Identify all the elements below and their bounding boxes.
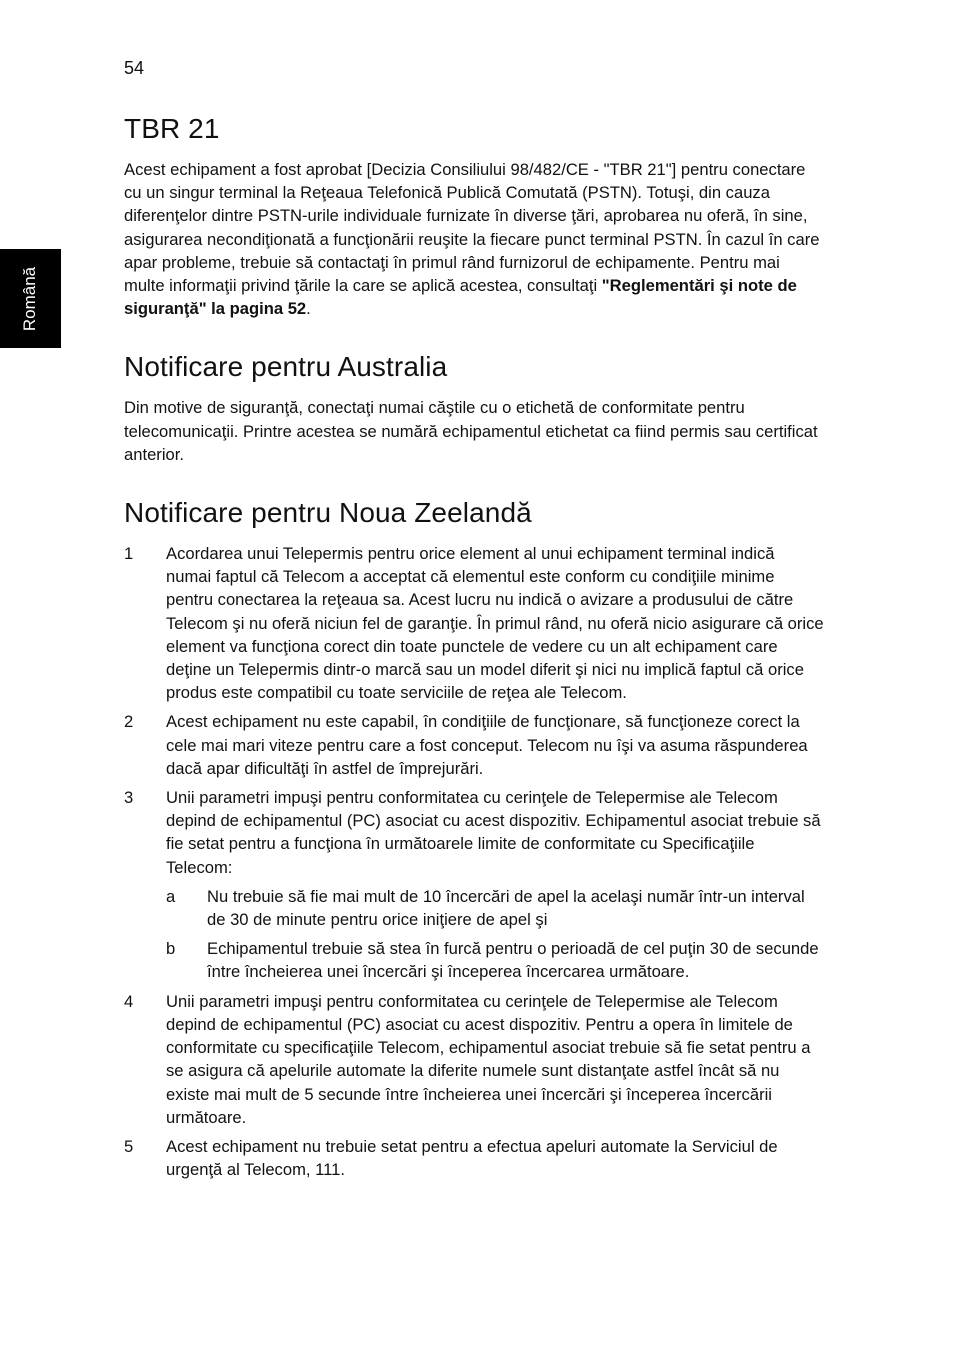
sub-list-item-text: Nu trebuie să fie mai mult de 10 încercări de apel la acelaşi număr într-un interval de 30 de minute pentru orice iniţiere de apel şi — [207, 886, 805, 930]
list-item-number: 5 — [124, 1136, 134, 1156]
sub-list-item-letter: a — [166, 886, 176, 906]
sub-list-item-letter: b — [166, 939, 176, 959]
list-item-number: 3 — [124, 788, 134, 808]
list-item — [124, 786, 824, 984]
nz-numbered-list — [124, 542, 824, 1181]
section-title-tbr21: TBR 21 — [124, 113, 220, 144]
tbr21-safety-reference: "Reglementări şi note de siguranţă" la pagina 52 — [124, 276, 797, 319]
section-tbr21 — [124, 112, 824, 320]
list-item-text: Unii parametri impuşi pentru conformitatea cu cerinţele de Telepermise ale Telecom depind de echipamentul (PC) asociat cu acest dispozitiv. Echipamentul asociat trebuie să fie setat pentru a funcţiona în următoarele limite de conformitate cu Specificaţiile Telecom: — [166, 788, 821, 877]
page-content — [124, 112, 824, 1211]
section-title-australia: Notificare pentru Australia — [124, 351, 448, 383]
list-item-text: Acest echipament nu trebuie setat pentru a efectua apeluri automate la Serviciul de urgenţă al Telecom, 111. — [166, 1136, 778, 1180]
list-item — [124, 542, 824, 704]
sub-list-item-text: Echipamentul trebuie să stea în furcă pentru o perioadă de cel puţin 30 de secunde între încheierea unei încercări şi începerea încercarea următoare. — [207, 939, 819, 982]
sub-list-item — [166, 885, 824, 931]
list-item — [124, 1135, 824, 1181]
page-number: 54 — [124, 58, 145, 78]
list-item-text: Unii parametri impuşi pentru conformitatea cu cerinţele de Telepermise ale Telecom depind de echipamentul (PC) asociat cu acest dispozitiv. Pentru a opera în limitele de conformitate cu specificaţiile Telecom, echipamentul asociat trebuie să fie setat pentru a se asigura că apelurile automate la diferite numele sunt distanţate astfel încât să nu existe mai mult de 5 secunde între încheierea unei încercări şi începerea încercării următoare. — [166, 991, 811, 1127]
tbr21-body-end: . — [306, 299, 311, 319]
section-title-new-zealand: Notificare pentru Noua Zeelandă — [124, 497, 532, 529]
nz-sub-list — [166, 885, 824, 984]
tbr21-body-text: Acest echipament a fost aprobat [Decizia Consiliului 98/482/CE - "TBR 21"] pentru conectare cu un singur terminal la Reţeaua Telefonică Publică Comutată (PSTN). Totuşi, din cauza diferenţelor dintre PSTN-urile individuale furnizate în diverse ţări, aprobarea nu oferă, în sine, asigurarea necondiţionată a funcţionării reuşite la fiecare punct terminal PSTN. În cazul în care apar probleme, trebuie să contactaţi în primul rând furnizorul de echipamente. Pentru mai multe informaţii privind ţările la care se aplică acestea, consultaţi — [124, 160, 820, 296]
list-item — [124, 990, 824, 1129]
language-tab-label: Română — [20, 266, 39, 332]
section-australia — [124, 350, 824, 466]
list-item-number: 1 — [124, 544, 134, 564]
list-item-number: 2 — [124, 712, 134, 732]
list-item-number: 4 — [124, 991, 134, 1011]
language-tab — [0, 249, 61, 348]
section-new-zealand — [124, 496, 824, 1181]
list-item — [124, 710, 824, 780]
list-item-text: Acordarea unui Telepermis pentru orice element al unui echipament terminal indică numai faptul că Telecom a acceptat că elementul este conform cu condiţiile minime pentru conectarea la reţeaua sa. Acest lucru nu indică o avizare a produsului de către Telecom şi nu oferă niciun fel de garanţie. În primul rând, nu oferă nicio asigurare că orice element va funcţiona corect din toate punctele de vedere cu un alt echipament care deţine un Telepermis dintr-o marcă sau un model diferit şi nici nu implică faptul că orice produs este compatibil cu toate serviciile de reţea ale Telecom. — [166, 544, 824, 703]
tbr21-body — [124, 158, 824, 320]
list-item-text: Acest echipament nu este capabil, în condiţiile de funcţionare, să funcţioneze corect la cele mai mari viteze pentru care a fost conceput. Telecom nu îşi va asuma răspunderea dacă apar dificultăţi în astfel de împrejurări. — [166, 712, 808, 778]
sub-list-item — [166, 937, 824, 983]
australia-body: Din motive de siguranţă, conectaţi numai căştile cu o etichetă de conformitate pentru telecomunicaţii. Printre acestea se numără echipamentul etichetat ca fiind permis sau certificat anterior. — [124, 398, 818, 464]
